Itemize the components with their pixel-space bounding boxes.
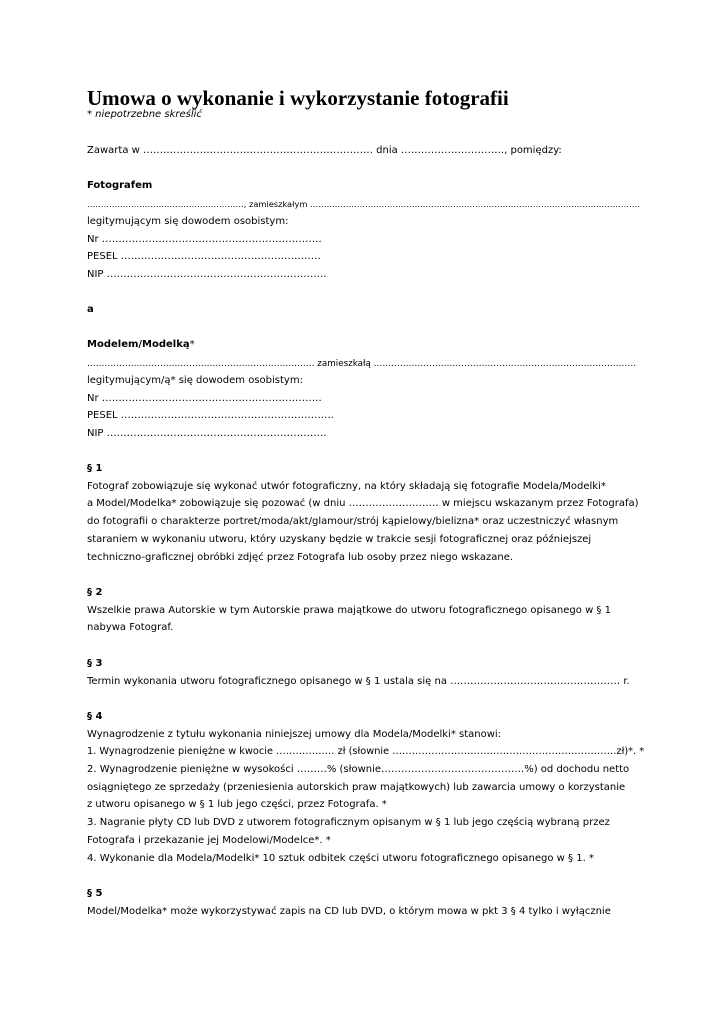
section-1-line: staraniem w wykonaniu utworu, który uzyskany będzie w trakcie sesji fotograficznej oraz późniejszej — [87, 534, 592, 545]
model-heading — [87, 339, 195, 351]
section-2-line: Wszelkie prawa Autorskie w tym Autorskie prawa majątkowe do utworu fotograficznego opisanego w § 1 — [87, 605, 611, 616]
section-1-line: do fotografii o charakterze portret/moda/akt/glamour/strój kąpielowy/bielizna* oraz uczestniczyć własnym — [87, 516, 619, 527]
document-subtitle: * niepotrzebne skreślić — [87, 109, 202, 120]
model-address-line: …………………………………………………………………… zamieszkałą ……………………………………………………………………………… — [87, 359, 637, 369]
section-2-line: nabywa Fotograf. — [87, 622, 174, 633]
section-4-line: osiągniętego ze sprzedaży (przeniesienia autorskich praw majątkowych) lub zawarcia umowy o korzystanie — [87, 782, 626, 793]
photographer-nr-line: Nr ………………………………………………………… — [87, 234, 322, 245]
section-4-line: z utworu opisanego w § 1 lub jego części, przez Fotografa. * — [87, 799, 387, 810]
section-1-heading: § 1 — [87, 463, 103, 474]
model-nip-line: NIP ………………………………………………………… — [87, 428, 327, 439]
section-5-heading: § 5 — [87, 888, 103, 899]
section-4-line: 1. Wynagrodzenie pieniężne w kwocie ……………… zł (słownie ……………………………………………………………zł)*. * — [87, 746, 645, 757]
photographer-address-line: …………………………………………………, zamieszkałym ………………………………………………………………………………………………………… — [87, 199, 640, 209]
section-1-line: techniczno-graficznej obróbki zdjęć przez Fotografa lub osoby przez niego wskazane. — [87, 552, 514, 563]
section-4-heading: § 4 — [87, 711, 103, 722]
section-5-line: Model/Modelka* może wykorzystywać zapis na CD lub DVD, o którym mowa w pkt 3 § 4 tylko i wyłącznie — [87, 906, 611, 917]
section-3-heading: § 3 — [87, 658, 103, 669]
photographer-heading: Fotografem — [87, 180, 153, 191]
section-4-line: 3. Nagranie płyty CD lub DVD z utworem fotograficznym opisanym w § 1 lub jego częścią wybraną przez — [87, 817, 610, 828]
section-3-line: Termin wykonania utworu fotograficznego opisanego w § 1 ustala się na …………………………………………… r. — [87, 676, 630, 687]
model-pesel-line: PESEL ………………………………………………………. — [87, 410, 334, 421]
photographer-id-line: legitymującym się dowodem osobistym: — [87, 216, 289, 227]
section-1-line: a Model/Modelka* zobowiązuje się pozować (w dniu ……………………… w miejscu wskazanym przez Fotografa) — [87, 498, 639, 509]
model-id-line: legitymującym/ą* się dowodem osobistym: — [87, 375, 303, 386]
section-1-line: Fotograf zobowiązuje się wykonać utwór fotograficzny, na który składają się fotografie Modela/Modelki* — [87, 481, 606, 492]
model-heading-star: * — [189, 339, 195, 350]
section-4-line: 2. Wynagrodzenie pieniężne w wysokości ………% (słownie…………………………………….%) od dochodu netto — [87, 764, 630, 775]
conjunction: a — [87, 304, 94, 315]
intro-line: Zawarta w …………………………………………………………… dnia …………………………., pomiędzy: — [87, 145, 562, 156]
photographer-pesel-line: PESEL …………………………………………………… — [87, 251, 321, 262]
photographer-nip-line: NIP ………………………………………………………… — [87, 269, 327, 280]
model-heading-label: Modelem/Modelką — [87, 339, 190, 350]
document-title: Umowa o wykonanie i wykorzystanie fotografii — [87, 86, 509, 110]
section-4-line: Fotografa i przekazanie jej Modelowi/Modelce*. * — [87, 835, 331, 846]
section-2-heading: § 2 — [87, 587, 103, 598]
section-4-line: 4. Wykonanie dla Modela/Modelki* 10 sztuk odbitek części utworu fotograficznego opisanego w § 1. * — [87, 853, 594, 864]
section-4-line: Wynagrodzenie z tytułu wykonania niniejszej umowy dla Modela/Modelki* stanowi: — [87, 729, 502, 740]
model-nr-line: Nr ………………………………………………………… — [87, 393, 322, 404]
